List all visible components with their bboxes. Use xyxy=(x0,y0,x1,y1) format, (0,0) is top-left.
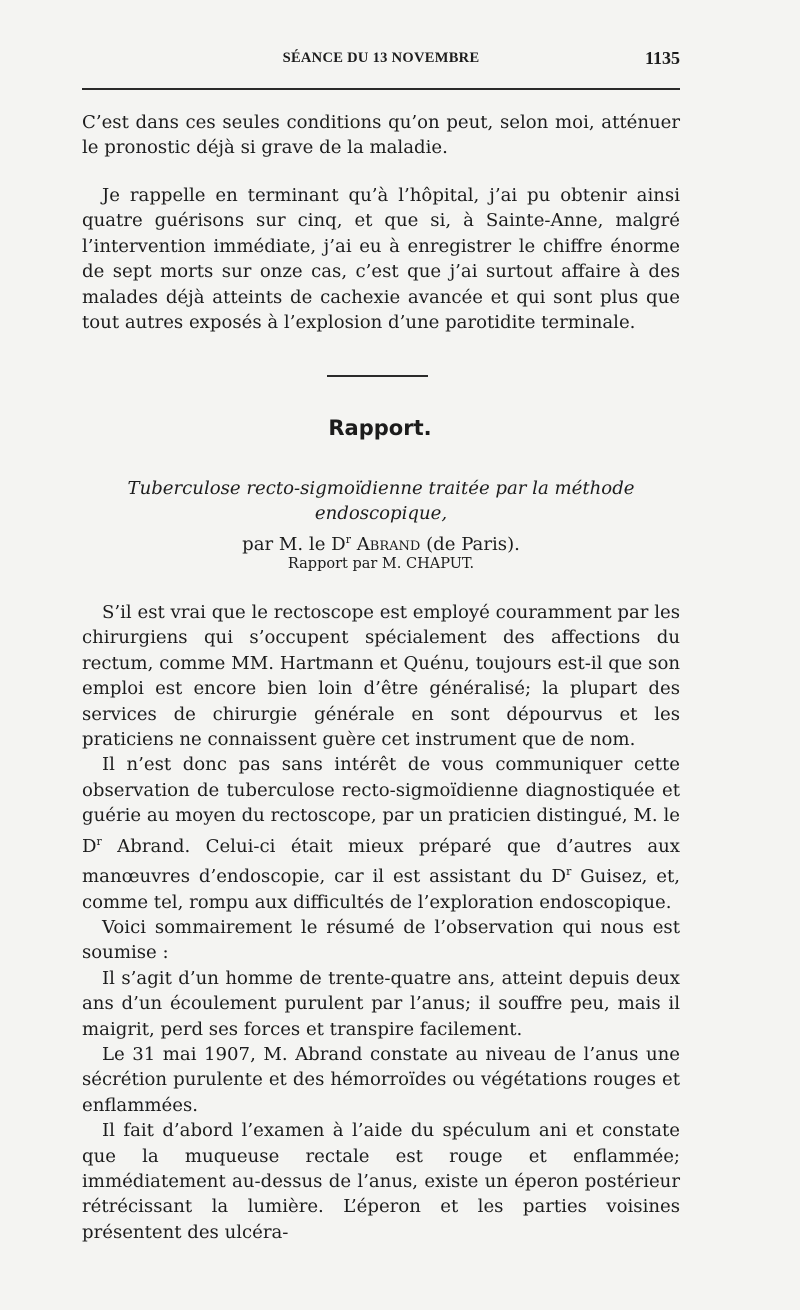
intro-paragraph-1-block xyxy=(82,110,680,161)
intro-paragraph-2-block xyxy=(82,183,680,335)
running-title: SÉANCE DU 13 NOVEMBRE xyxy=(282,50,480,66)
page-number: 1135 xyxy=(644,48,680,68)
running-head xyxy=(82,48,680,74)
body-paragraph-2: Il n’est donc pas sans intérêt de vous communiquer cette observation de tuberculose recto-sigmoïdienne diagnostiquée et guérie au moyen du rectoscope, par un praticien distingué, M. le $D^r$ Abrand. Celui-ci était mieux préparé que d’autres aux manœuvres d’endoscopie, car il est assistant du $D^r$ Guisez, et, comme tel, rompu aux difficultés de l’exploration endoscopique. xyxy=(82,754,680,913)
header-rule xyxy=(82,88,680,90)
report-heading: Rapport. xyxy=(328,416,432,440)
article-author-line xyxy=(82,527,680,557)
body-paragraph-6: Il fait d’abord l’examen à l’aide du spéculum ani et constate que la muqueuse rectale est rouge et enflammée; immédiatement au-dessus de l’anus, existe un éperon postérieur rétrécissant la lumière. L’éperon et les parties voisines présentent des ulcéra- xyxy=(82,1120,680,1243)
author-place: (de Paris). xyxy=(426,533,520,555)
body-paragraph-4: Il s’agit d’un homme de trente-quatre ans, atteint depuis deux ans d’un écoulement purulent par l’anus; il souffre peu, mais il maigrit, perd ses forces et transpire facilement. xyxy=(82,967,680,1040)
intro-paragraph-2: Je rappelle en terminant qu’à l’hôpital, j’ai pu obtenir ainsi quatre guérisons sur cinq, et que si, à Sainte-Anne, malgré l’intervention immédiate, j’ai eu à enregistrer le chiffre énorme de sept morts sur onze cas, c’est que j’ai surtout affaire à des malades déjà atteints de cachexie avancée et qui sont plus que tout autres exposés à l’explosion d’une parotidite terminale. xyxy=(82,185,680,334)
intro-paragraph-1: C’est dans ces seules conditions qu’on peut, selon moi, atténuer le pronostic déjà si grave de la maladie. xyxy=(82,112,680,159)
body-paragraph-3: Voici sommairement le résumé de l’observation qui nous est soumise : xyxy=(82,916,680,964)
author-prefix: par M. le xyxy=(242,533,326,555)
body-paragraph-5: Le 31 mai 1907, M. Abrand constate au niveau de l’anus une sécrétion purulente et des hémorroïdes ou végétations rouges et enflammées. xyxy=(82,1043,680,1116)
reported-by: Rapport par M. CHAPUT. xyxy=(287,556,475,572)
author-name: Abrand xyxy=(356,533,421,555)
author-dr: $D^r$ xyxy=(331,532,351,555)
article-title-italic: Tuberculose recto-sigmoïdienne traitée par la méthode endoscopique, xyxy=(127,478,635,525)
section-separator xyxy=(327,375,428,377)
report-body xyxy=(82,600,680,1245)
body-paragraph-1: S’il est vrai que le rectoscope est employé couramment par les chirurgiens qui s’occupent spécialement des affections du rectum, comme MM. Hartmann et Quénu, toujours est-il que son emploi est encore bien loin d’être généralisé; la plupart des services de chirurgie générale en sont dépourvus et les praticiens ne connaissent guère cet instrument que de nom. xyxy=(82,602,680,751)
article-title xyxy=(82,476,680,557)
